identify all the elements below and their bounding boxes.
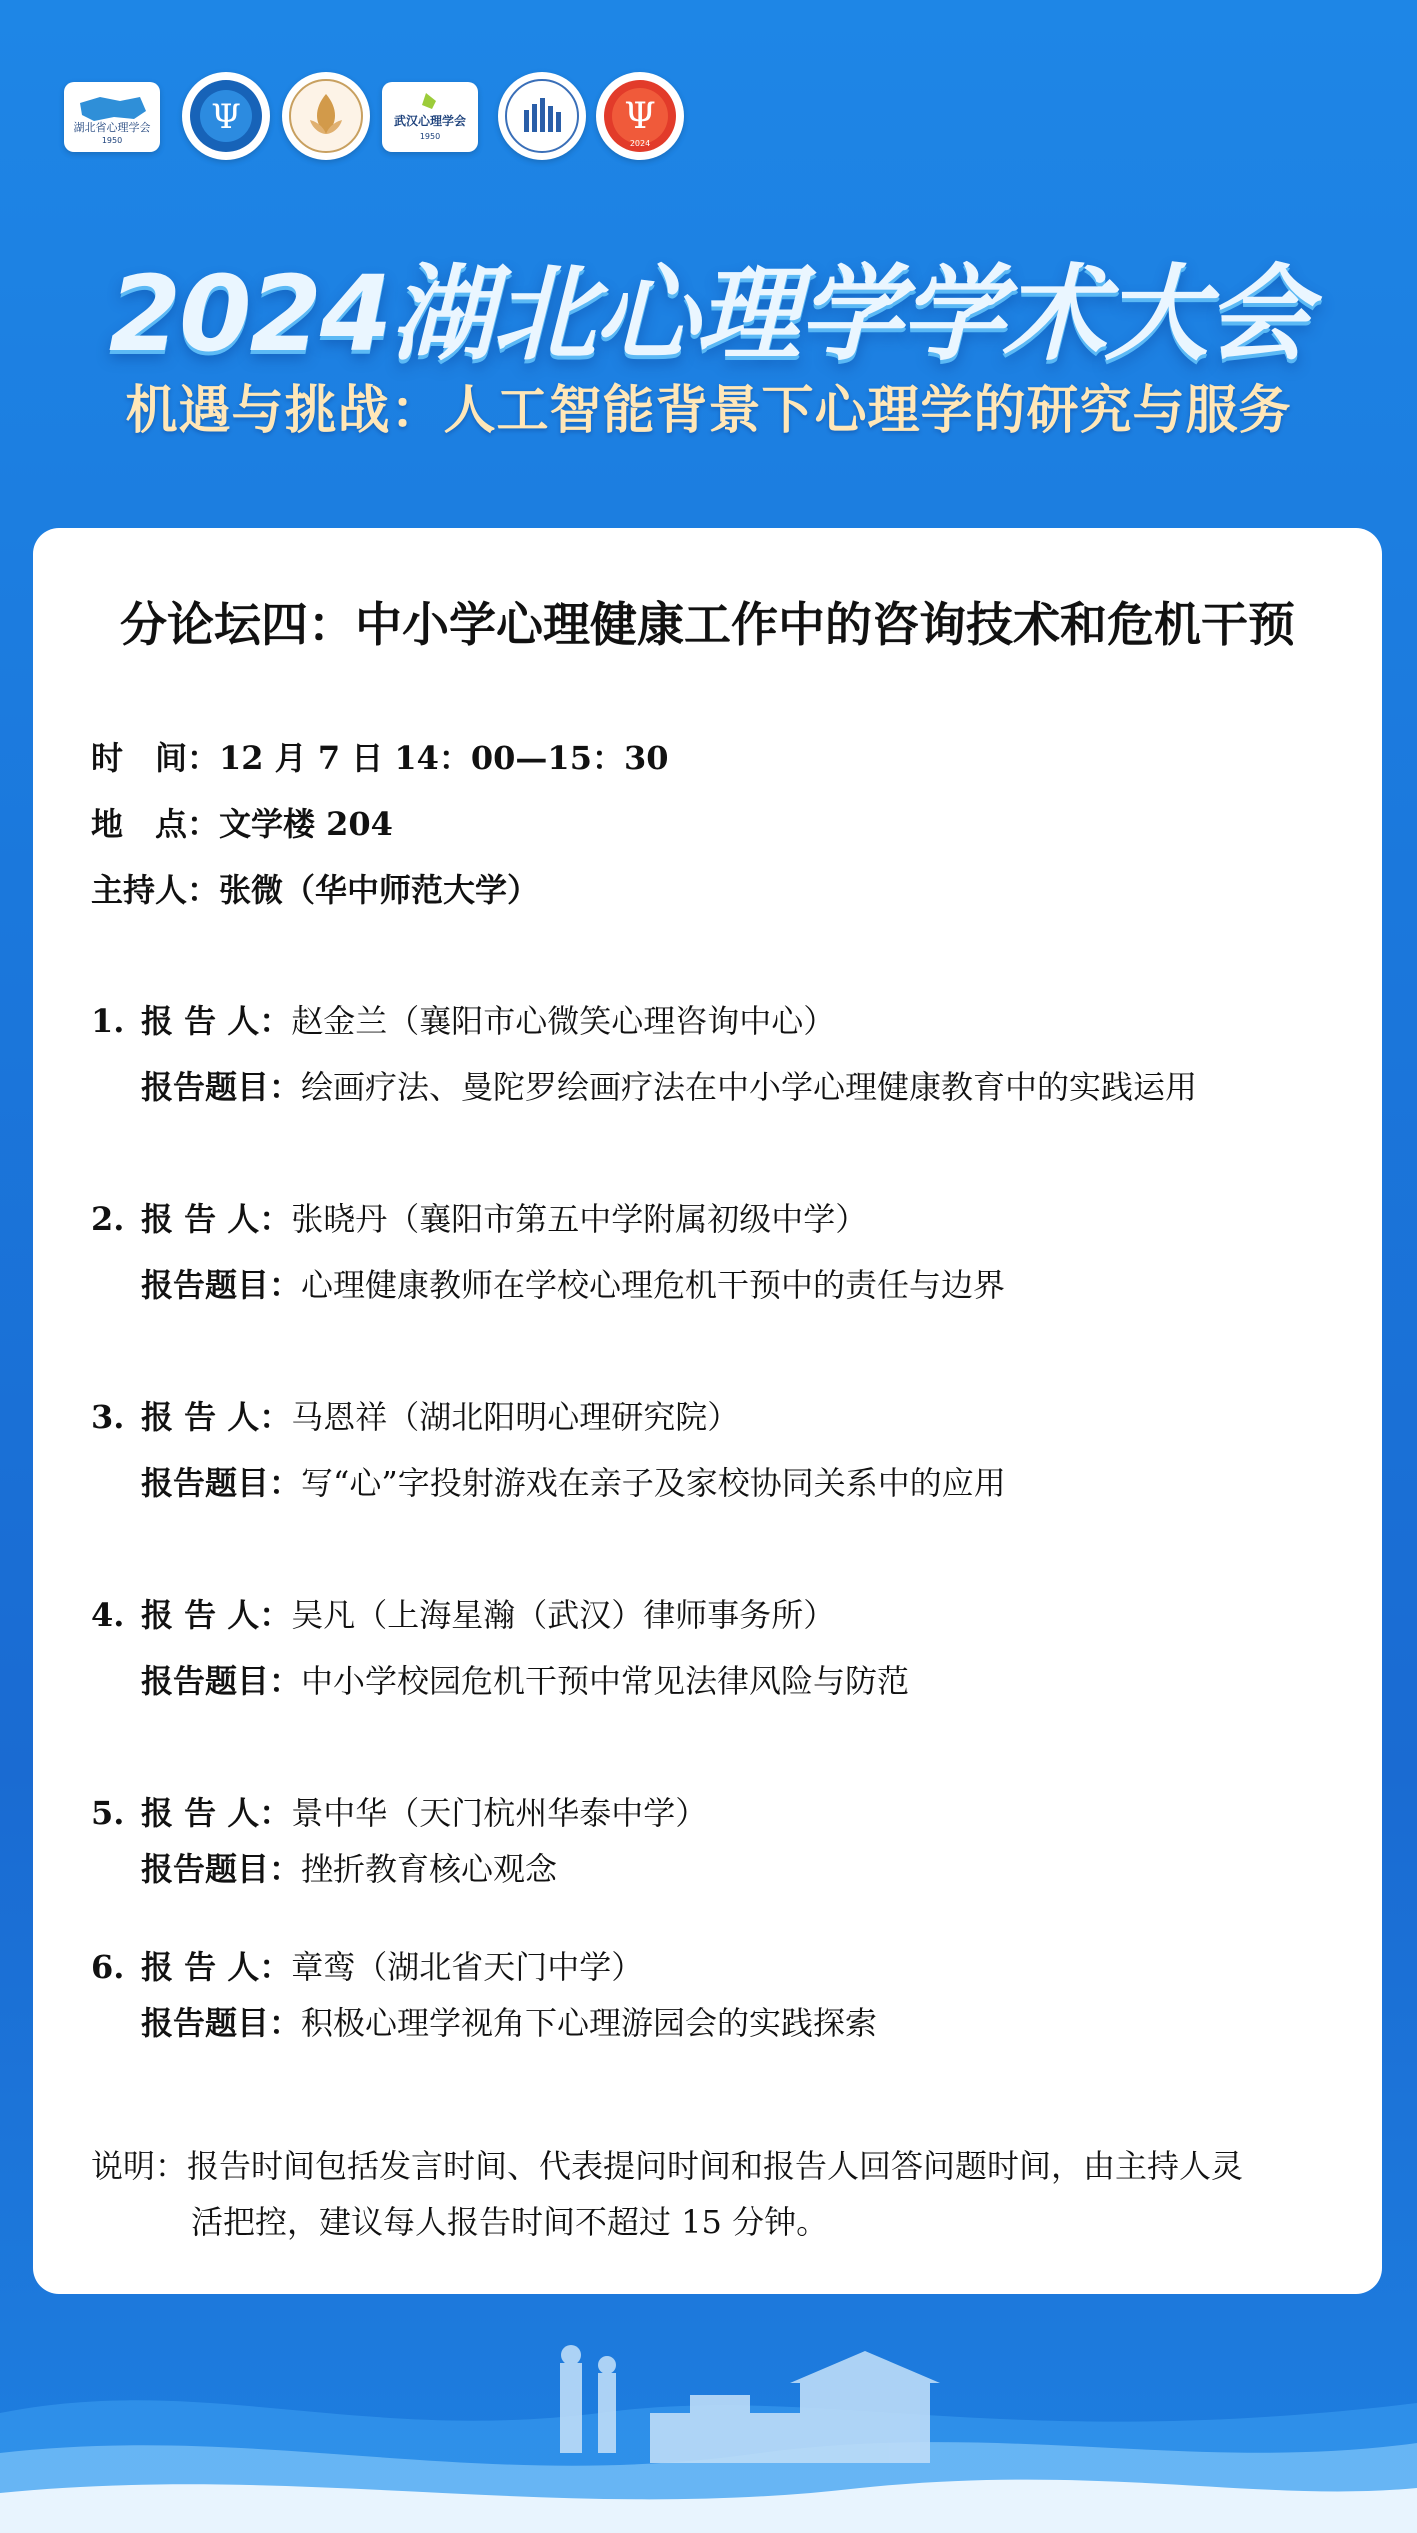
speaker-label: 报 告 人： bbox=[141, 1794, 292, 1832]
forum-time: 时 间：12 月 7 日 14：00—15：30 bbox=[91, 739, 669, 777]
speaker-label: 报 告 人： bbox=[141, 1948, 292, 1986]
report-number: 3. bbox=[91, 1398, 125, 1436]
society-logo-2 bbox=[182, 72, 270, 160]
wuhan-psychology-society-logo bbox=[382, 82, 478, 152]
topic-text: 绘画疗法、曼陀罗绘画疗法在中小学心理健康教育中的实践运用 bbox=[301, 1068, 1198, 1106]
forum-title: 分论坛四：中小学心理健康工作中的咨询技术和危机干预 bbox=[120, 598, 1295, 653]
speaker-label: 报 告 人： bbox=[141, 1596, 292, 1634]
speaker-name: 张晓丹（襄阳市第五中学附属初级中学） bbox=[291, 1200, 868, 1238]
topic-label: 报告题目： bbox=[141, 1850, 302, 1888]
topic-label: 报告题目： bbox=[141, 1068, 302, 1106]
speaker-name: 景中华（天门杭州华泰中学） bbox=[291, 1794, 708, 1832]
report-item bbox=[91, 1788, 707, 1910]
svg-text:Ψ: Ψ bbox=[624, 96, 656, 137]
topic-text: 写“心”字投射游戏在亲子及家校协同关系中的应用 bbox=[301, 1464, 1006, 1502]
topic-label: 报告题目： bbox=[141, 1464, 302, 1502]
report-item bbox=[91, 1942, 877, 2064]
report-number: 1. bbox=[91, 1002, 125, 1040]
speaker-name: 马恩祥（湖北阳明心理研究院） bbox=[291, 1398, 740, 1436]
topic-text: 积极心理学视角下心理游园会的实践探索 bbox=[301, 2004, 878, 2042]
logo-1-year: 1950 bbox=[101, 136, 123, 145]
report-number: 6. bbox=[91, 1948, 125, 1986]
report-item bbox=[91, 996, 1197, 1128]
forum-host: 主持人：张微（华中师范大学） bbox=[91, 871, 540, 909]
speaker-name: 赵金兰（襄阳市心微笑心理咨询中心） bbox=[291, 1002, 836, 1040]
speaker-name: 吴凡（上海星瀚（武汉）律师事务所） bbox=[291, 1596, 836, 1634]
society-logo-5 bbox=[498, 72, 586, 160]
report-number: 5. bbox=[91, 1794, 125, 1832]
note-line-1: 说明：报告时间包括发言时间、代表提问时间和报告人回答问题时间，由主持人灵 bbox=[91, 2147, 1244, 2185]
note-line-2: 活把控，建议每人报告时间不超过 15 分钟。 bbox=[191, 2203, 829, 2241]
logo-4-text: 武汉心理学会 bbox=[393, 114, 467, 128]
logo-4-year: 1950 bbox=[419, 132, 441, 141]
hubei-psychology-society-logo bbox=[64, 82, 160, 152]
report-number: 2. bbox=[91, 1200, 125, 1238]
topic-label: 报告题目： bbox=[141, 2004, 302, 2042]
conference-title: 2024湖北心理学学术大会 bbox=[108, 253, 1309, 375]
topic-text: 心理健康教师在学校心理危机干预中的责任与边界 bbox=[301, 1266, 1006, 1304]
conference-subtitle: 机遇与挑战：人工智能背景下心理学的研究与服务 bbox=[125, 381, 1292, 441]
topic-label: 报告题目： bbox=[141, 1662, 302, 1700]
topic-label: 报告题目： bbox=[141, 1266, 302, 1304]
psi-logo bbox=[596, 72, 684, 160]
report-item bbox=[91, 1392, 1006, 1524]
logo-1-text: 湖北省心理学会 bbox=[73, 121, 151, 134]
report-number: 4. bbox=[91, 1596, 125, 1634]
topic-text: 挫折教育核心观念 bbox=[301, 1850, 558, 1888]
speaker-label: 报 告 人： bbox=[141, 1398, 292, 1436]
speaker-label: 报 告 人： bbox=[141, 1200, 292, 1238]
society-logo-3 bbox=[282, 72, 370, 160]
logo-6-year: 2024 bbox=[629, 139, 651, 148]
speaker-name: 章鸾（湖北省天门中学） bbox=[291, 1948, 644, 1986]
speaker-label: 报 告 人： bbox=[141, 1002, 292, 1040]
report-item bbox=[91, 1590, 909, 1722]
note-block bbox=[91, 2138, 1351, 2250]
footer-wave-decoration bbox=[0, 2303, 1417, 2533]
svg-text:Ψ: Ψ bbox=[211, 97, 241, 137]
forum-card bbox=[33, 528, 1382, 2294]
report-item bbox=[91, 1194, 1005, 1326]
forum-place: 地 点：文学楼 204 bbox=[91, 805, 393, 843]
topic-text: 中小学校园危机干预中常见法律风险与防范 bbox=[301, 1662, 910, 1700]
